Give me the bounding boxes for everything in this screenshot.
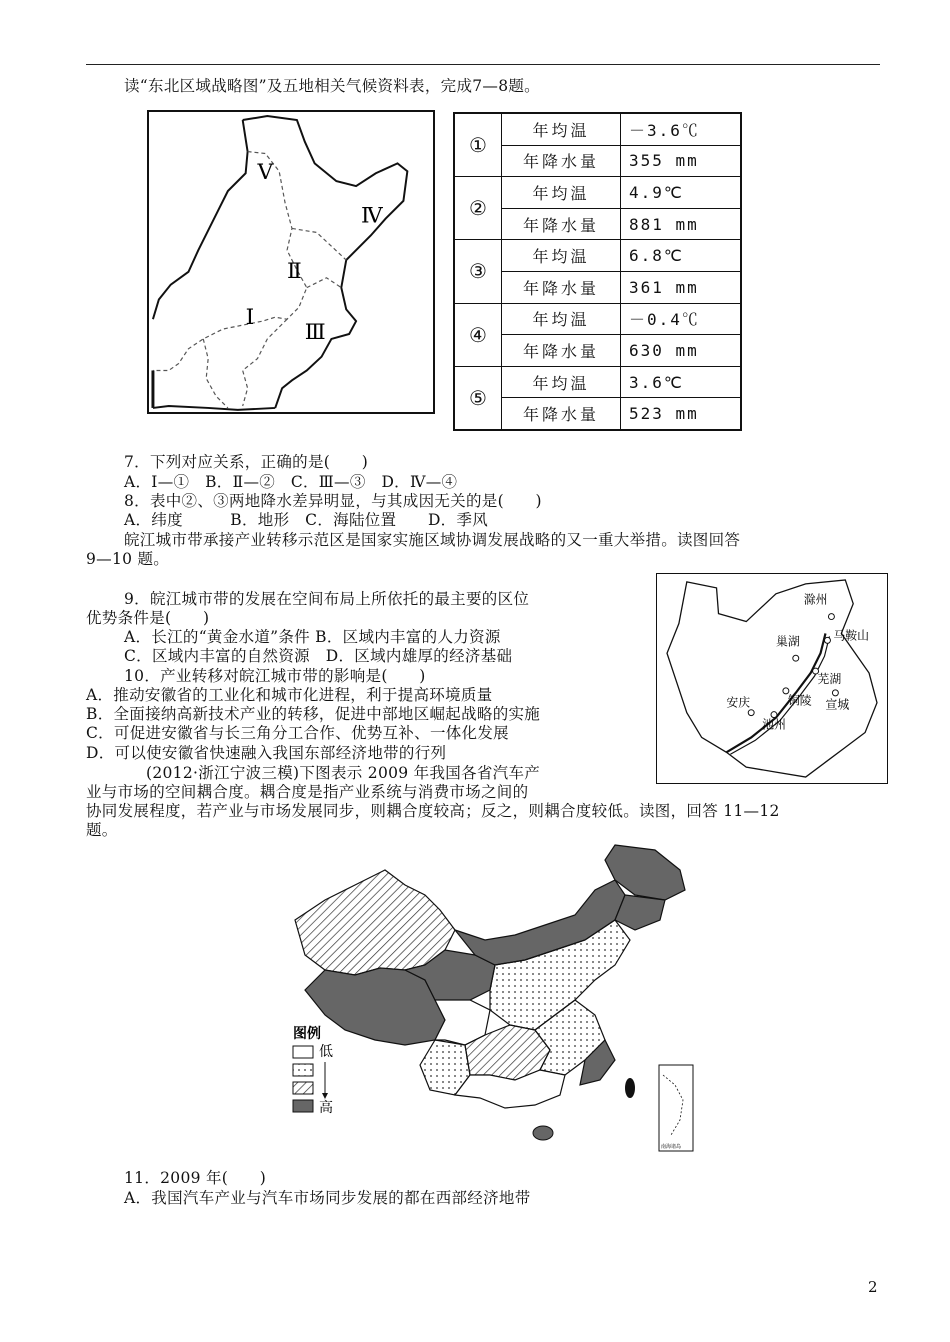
- temp-label: 年均温: [502, 240, 621, 272]
- table-row: [454, 240, 741, 272]
- precip-value: 881 mm: [621, 208, 742, 240]
- q10-option-c: C．可促进安徽省与长三角分工合作、优势互补、一体化发展: [86, 724, 509, 742]
- wanjiang-city-belt-map: [656, 573, 888, 784]
- site-number: ⑤: [454, 366, 502, 430]
- q7-options: A．Ⅰ—① B．Ⅱ—② C．Ⅲ—③ D．Ⅳ—④: [124, 473, 458, 491]
- q10-option-d: D．可以使安徽省快速融入我国东部经济地带的行列: [86, 744, 447, 762]
- header-rule: [86, 64, 880, 65]
- temp-value: 6.8℃: [621, 240, 742, 272]
- table-row: [454, 177, 741, 209]
- temp-label: 年均温: [502, 113, 621, 145]
- q8-options: A．纬度 B．地形 C．海陆位置 D．季风: [124, 511, 489, 529]
- intro-11-12-line1: (2012·浙江宁波三模)下图表示 2009 年我国各省汽车产: [146, 764, 541, 782]
- q7-stem: 7．下列对应关系，正确的是( ): [124, 453, 369, 471]
- precip-label: 年降水量: [502, 208, 621, 240]
- city-label-chizhou: 池州: [762, 717, 786, 732]
- northeast-region-map: [147, 110, 435, 414]
- intro-7-8: 读“东北区域战略图”及五地相关气候资料表，完成7—8题。: [124, 77, 540, 95]
- region-label-i: Ⅰ: [245, 305, 255, 331]
- table-row: [454, 113, 741, 145]
- page-number: 2: [868, 1278, 878, 1296]
- q9-options-cd: C．区域内丰富的自然资源 D．区域内雄厚的经济基础: [124, 647, 513, 665]
- legend-high-label: 高: [319, 1100, 333, 1116]
- site-number: ①: [454, 113, 502, 177]
- site-number: ②: [454, 177, 502, 240]
- temp-label: 年均温: [502, 303, 621, 335]
- inset-label: 南海诸岛: [661, 1144, 682, 1150]
- site-number: ③: [454, 240, 502, 303]
- city-label-anqing: 安庆: [726, 695, 751, 710]
- temp-value: 4.9℃: [621, 177, 742, 209]
- region-label-iv: Ⅳ: [361, 203, 383, 229]
- intro-9-10-line2: 9—10 题。: [86, 550, 170, 568]
- intro-11-12-line2: 业与市场的空间耦合度。耦合度是指产业系统与消费市场之间的: [86, 783, 529, 801]
- city-label-chuzhou: 滁州: [803, 592, 828, 607]
- legend-low-label: 低: [319, 1044, 333, 1060]
- legend-title: 图例: [293, 1026, 321, 1042]
- q9-stem-1: 9．皖江城市带的发展在空间布局上所依托的最主要的区位: [124, 590, 530, 608]
- precip-value: 630 mm: [621, 335, 742, 367]
- precip-label: 年降水量: [502, 145, 621, 177]
- intro-11-12-line3: 协同发展程度，若产业与市场发展同步，则耦合度较高；反之，则耦合度较低。读图，回答 11—12: [86, 802, 780, 820]
- temp-label: 年均温: [502, 366, 621, 398]
- q10-option-a: A．推动安徽省的工业化和城市化进程，利于提高环境质量: [86, 686, 493, 704]
- intro-11-12-line4: 题。: [86, 821, 118, 839]
- precip-value: 355 mm: [621, 145, 742, 177]
- table-row: [454, 303, 741, 335]
- table-row: [454, 366, 741, 398]
- city-label-tongling: 铜陵: [787, 693, 812, 708]
- q11-stem: 11．2009 年( ): [124, 1169, 267, 1187]
- city-label-xuancheng: 宣城: [825, 697, 850, 712]
- q10-option-b: B．全面接纳高新技术产业的转移，促进中部地区崛起战略的实施: [86, 705, 541, 723]
- temp-value: －3.6℃: [621, 113, 742, 145]
- q11-option-a: A．我国汽车产业与汽车市场同步发展的都在西部经济地带: [124, 1189, 531, 1207]
- china-coupling-map: [285, 840, 695, 1165]
- climate-table: [453, 112, 742, 431]
- city-label-maanshan: 马鞍山: [833, 628, 870, 643]
- intro-9-10-line1: 皖江城市带承接产业转移示范区是国家实施区域协调发展战略的又一重大举措。读图回答: [124, 531, 741, 549]
- q10-stem: 10．产业转移对皖江城市带的影响是( ): [124, 667, 426, 685]
- region-label-v: Ⅴ: [257, 160, 274, 186]
- temp-value: 3.6℃: [621, 366, 742, 398]
- q9-stem-2: 优势条件是( ): [86, 609, 210, 627]
- temp-value: －0.4℃: [621, 303, 742, 335]
- region-label-iii: Ⅲ: [304, 319, 326, 345]
- q8-stem: 8．表中②、③两地降水差异明显，与其成因无关的是( ): [124, 492, 542, 510]
- q9-options-ab: A．长江的“黄金水道”条件 B．区域内丰富的人力资源: [124, 628, 501, 646]
- precip-label: 年降水量: [502, 335, 621, 367]
- site-number: ④: [454, 303, 502, 366]
- city-label-wuhu: 芜湖: [817, 671, 842, 686]
- temp-label: 年均温: [502, 177, 621, 209]
- city-label-chaohu: 巢湖: [775, 634, 800, 649]
- precip-label: 年降水量: [502, 271, 621, 303]
- precip-value: 361 mm: [621, 271, 742, 303]
- precip-label: 年降水量: [502, 398, 621, 430]
- region-label-ii: Ⅱ: [287, 258, 302, 284]
- precip-value: 523 mm: [621, 398, 742, 430]
